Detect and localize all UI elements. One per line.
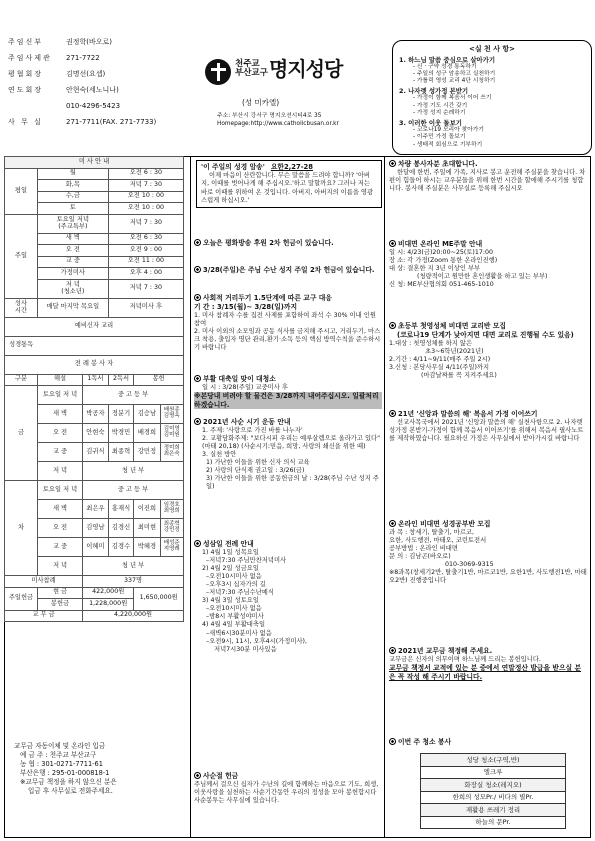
notice-item (389, 738, 587, 747)
notice-title: 부활 대축일 맞이 대청소 (203, 375, 276, 383)
sunday-label: 주일 (5, 214, 38, 298)
day: 수,금 (37, 191, 108, 203)
notice-line: (마감날짜를 꼭 지켜주세요) (421, 371, 497, 379)
notice-item (389, 322, 587, 380)
day: 토 (37, 203, 108, 215)
finance-label: 미사참례 (5, 576, 83, 588)
day: 교 중 (37, 256, 108, 268)
practice-item: - 가정 기도 시간 갖기 (413, 102, 468, 109)
finance-value: 1,228,000원 (83, 599, 134, 611)
time: 저녁 7 : 30 (108, 279, 183, 298)
notice-title: 초등부 첫영성체 비대면 교리반 모집 (398, 322, 506, 330)
address-block (217, 113, 339, 129)
col-header: 해설 (37, 374, 82, 386)
finance-label: 주일헌금 (5, 587, 38, 610)
cell: 박경민 (108, 424, 134, 443)
notice-line: 교무금 책정서 교적에 있는 분 중에서 연말정산 발급을 받으실 분은 꼭 작성 해 주시기 바랍니다. (389, 664, 582, 681)
notice-line: 2.기간 : 4/11~9/11(매주 주일 2시) (389, 355, 491, 363)
week-label: 차 (5, 481, 38, 576)
notice-line: –저녁7:30 주님수난예식 (206, 589, 274, 597)
notice-title: 사회적 거리두기 1.5단계에 따른 교구 대응 (203, 294, 332, 302)
week-label: 금 (5, 386, 38, 481)
cell: 오 전 (37, 519, 82, 538)
cell: 교 중 (37, 443, 82, 462)
cell: 이혜미 (83, 538, 109, 557)
cell: 교 중 (37, 538, 82, 557)
time: 오전 6 : 30 (108, 168, 183, 180)
notice-line: (청량적이고 원만한 혼인생활을 하고 있는 부부) (417, 273, 548, 281)
day: 새 벽 (37, 233, 108, 245)
cell: 김경수 (108, 538, 134, 557)
notice-line: 대 상: 결혼한 지 3년 이상인 부부 (389, 265, 481, 273)
notice-item (194, 772, 382, 805)
practice-item: - 가톨릭 영성 교리 4단 시청하기 (413, 78, 496, 85)
weekday-label: 평일 (5, 168, 38, 214)
bank-line: ※교무금 책정을 하지 않으신 분은 (20, 778, 117, 787)
value: 안현숙(세노니나) (66, 85, 119, 94)
notice-line: –오전10시미사 없음 (206, 605, 262, 613)
notice-title: 사순절 헌금 (203, 772, 239, 780)
cell: 저 녁 (37, 557, 82, 576)
notice-line: 2) 4월 2일 성금요일 (202, 565, 259, 573)
notice-line: 공부방법 : 온라인 비대면 (389, 545, 458, 553)
practice-item: - 가정 성지 순례하기 (413, 109, 466, 116)
time: 오전 9 : 00 (108, 245, 183, 257)
notice-line: 기 간 : 3/15(월)~ 3/28(일)까지 (194, 303, 298, 312)
bullet-icon (389, 240, 396, 247)
bullet-icon (389, 160, 396, 167)
notice-line: 과 목 : 창세기, 탈출기, 마르코, (389, 529, 475, 537)
bullet-icon (389, 738, 396, 745)
notice-line: –오전9시, 11시, 오후4시(가정미사), (206, 637, 308, 645)
practice-heading: 2. 나자렛 성가정 본받기 (399, 87, 469, 96)
bank-line: 예 금 주 : 천주교 부산교구 (20, 751, 97, 760)
cell: 홍재식 (108, 500, 134, 519)
address: 주소: 부산시 강서구 명지오션시티4로 35 (217, 113, 322, 119)
notice-title: 2021년 교무금 책정해 주세요. (398, 647, 493, 655)
finance-value: 337명 (83, 576, 184, 588)
cell: 오 전 (37, 424, 82, 443)
cell: 이진희 (134, 500, 160, 519)
notice-item (389, 647, 587, 681)
notice-line: 4) 4월 4일 부활대축일 (202, 621, 266, 629)
notice-title: 온라인 비대면 성경공부반 모집 (398, 520, 491, 528)
notice-title: 오늘은 평화방송 후원 2차 헌금이 있습니다. (203, 239, 334, 247)
practice-item: - 주일의 성구 암송하고 실천하기 (413, 70, 496, 77)
notice-title: 성삼일 전례 안내 (203, 540, 254, 548)
finance-value: 4,220,000원 (83, 610, 184, 622)
day: 저 녁 (청소년) (37, 279, 108, 298)
cell: 정미희 최은숙 (160, 443, 183, 462)
notice-line: 3) 가난한 이들을 위한 공동헌금의 날 : 3/28(주님 수난 성지 주일) (206, 475, 379, 491)
notice-line: 3.신청 : 본당사무실 4/11(주일)까지 (389, 363, 490, 371)
bank-line: 입금 후 사무실로 전화주세요. (28, 787, 113, 796)
col-header: 2독서 (108, 374, 134, 386)
cell: 강민정 (134, 443, 160, 462)
cell: 배성준 지영례 (160, 538, 183, 557)
cell: 김경신 (108, 519, 134, 538)
notice-line: 주님께서 걸으신 십자가 수난의 길에 함께하는 마음으로 기도, 희생, 이웃사랑을 실천하는 사순기간동안 우리의 정성을 모아 봉헌합시다 사순봉투는 사무실에 있습니다. (194, 781, 379, 805)
value: 271-7711(FAX. 271-7733) (66, 117, 157, 126)
day: 가정미사 (37, 268, 108, 280)
notice-item (194, 418, 382, 491)
notice-item (389, 160, 587, 193)
finance-label: 현 금 (37, 587, 82, 599)
notice-line: 한달에 한번, 주일에 가족, 지사로 봉고 운전해 주실분을 찾습니다. 차편이 힘들어 하시는 교우분들을 위해 한번 시간을 할애해 주시기를 청합니다. 봉사해 주실분은 사무실로 등록해 주십시오 (389, 169, 586, 193)
bullet-icon (389, 520, 396, 527)
notice-title: 2021년 사순 시기 운동 안내 (203, 418, 291, 426)
notice-line: 저녁7시30분 미사있음 (214, 645, 277, 653)
value: 271-7722 (66, 53, 100, 62)
label: 주임신부 (8, 37, 44, 46)
notice-line: ※본당내 버려야 할 물건은 3/28까지 내어주십시오. 일괄처리하겠습니다. (194, 392, 382, 409)
notice-line: ※8과목(창세기2반, 탈출기1반, 마르코1반, 요한1반, 사도행전1반, 마태오2반) 진행중입니다 (389, 569, 587, 585)
church-name: 명지성당 (269, 57, 343, 81)
duty-cell: 한희의 성모Pr./ 비다의 별Pr. (421, 791, 566, 804)
notice-line: 문 의 : 김남곤(바오로) (389, 553, 451, 561)
practice-item: - 신 · 구약 성경 통독하기 (413, 63, 477, 70)
bullet-icon (194, 772, 201, 779)
mass-title: 미 사 안 내 (5, 157, 184, 169)
practice-item: - 생태적 회심으로 기부하기 (413, 141, 483, 148)
notice-sub: (코로나19 단계가 낮아지면 대면 교리로 진행될 수도 있음) (397, 331, 574, 340)
bullet-icon (389, 322, 396, 329)
time: 저녁 7 : 30 (108, 180, 183, 192)
label: 주임사제관 (8, 53, 52, 62)
scripture-text: 이제 마음이 산란합니다. 무슨 말씀을 드려야 합니까? '아버지, 이때를 벗어나게 해 주십시오.'하고 말할까요? 그러나 저는 바로 이때를 위하여 온 것입니다. 아버지, 아버지의 이름을 영광스럽게 하십시오.' (201, 172, 374, 204)
cell: 배경희 (134, 424, 160, 443)
finance-label: 봉헌금 (37, 599, 82, 611)
notice-line: –밤8시 부활성야미사 (206, 613, 264, 621)
day: 토요일 저녁 (주교특부) (37, 214, 108, 233)
col-header: 봉헌 (134, 374, 184, 386)
staff-info (8, 34, 188, 130)
cell: 임경호 최영희 (160, 500, 183, 519)
notice-line: –저녁7:30 주님만찬저녁미사 (206, 557, 287, 565)
notice-line: 2) 사랑의 단식재 권고일 : 3/26(금) (206, 467, 305, 475)
day: 화,목 (37, 180, 108, 192)
notice-item (194, 294, 382, 352)
time: 오전 10 : 00 (108, 191, 183, 203)
notice-line: 3) 4월 3일 성토요일 (202, 597, 259, 605)
value: 010-4296-5423 (66, 101, 121, 110)
middle-column (190, 156, 385, 838)
practice-item: - 코로나19 모리아 찾아가기 (413, 127, 484, 134)
notice-line: 일 시: 4/23(금)20:00~25(토)17:00 (389, 249, 494, 257)
notice-line: 1. 미사 참례자 수를 집전 사제를 포함하여 좌석 수 30% 이내 인원 참여 (194, 311, 376, 327)
bank-line: 부산은행 : 295-01-000818-1 (20, 769, 110, 778)
notice-item (389, 410, 587, 443)
day: 월 (37, 168, 108, 180)
bullet-icon (389, 647, 396, 654)
finance-label: 교 무 금 (5, 610, 83, 622)
cell: 최종혁 강민정 (160, 519, 183, 538)
notice-line: –오후3시 십자가의 길 (206, 581, 266, 589)
duty-cell: 화장실 청소(레지오) (421, 779, 566, 792)
confession-value: 저녁미사 후 (108, 298, 183, 317)
notice-line: 장 소: 각 가정(Zoom 통한 온라인진행) (389, 257, 498, 265)
practice-heading: 1. 하느님 말씀 중심으로 살아가기 (399, 55, 496, 64)
cell: 청 년 부 (83, 557, 184, 576)
practice-title: <실 천 사 항> (468, 45, 516, 53)
bullet-icon (194, 418, 201, 425)
notice-line: 1.대상 : 첫영성체를 하지 않은 (389, 339, 473, 347)
bullet-icon (194, 266, 201, 273)
finance-value: 422,000원 (83, 587, 134, 599)
cell: 김승남 (134, 405, 160, 424)
cell: 박혜경 (134, 538, 160, 557)
homepage-link[interactable]: Homepage:http://www.catholicbusan.or.kr (217, 120, 339, 127)
notice-item (194, 239, 382, 248)
notice-line: 1) 4월 1일 성목요일 (202, 549, 259, 557)
notice-title: 3/28(주일)은 주님 수난 성지 주일 2차 헌금이 있습니다. (203, 266, 375, 274)
practice-heading: 3. 이러한 이웃 돌보기 (399, 119, 462, 128)
notice-item (194, 375, 382, 409)
cell: 정분기 (108, 405, 134, 424)
practice-box (392, 40, 592, 155)
diocese-name: 천주교 부산교구 (235, 59, 268, 79)
notice-item (389, 520, 587, 585)
notice-line: –새벽6시30분미사 없음 (206, 629, 272, 637)
cell: 김귀식 (83, 443, 109, 462)
notice-title: 차량 봉사자분 초대합니다. (398, 160, 478, 168)
notice-line: 1) 가난한 이들을 위한 신자 의식 교육 (206, 459, 310, 467)
bullet-icon (194, 375, 201, 382)
cell: 김미영 김미원 (160, 424, 183, 443)
time: 오전 10 : 00 (108, 203, 183, 215)
bullet-icon (194, 239, 201, 246)
confession-label: 성사 시간 (5, 298, 38, 317)
time: 저녁 7 : 30 (108, 214, 183, 233)
bank-info (14, 742, 117, 797)
practice-item: - 가정이 함께 복음서 이어 쓰기 (413, 95, 492, 102)
bullet-icon (389, 410, 396, 417)
bullet-icon (194, 540, 201, 547)
value: 김명선(요셉) (66, 69, 106, 78)
day: 오 전 (37, 245, 108, 257)
scripture-ref: 요한2,27-28 (270, 163, 313, 171)
notice-line: 3. 실천 방안 (202, 451, 237, 459)
cell: 토요일 저 녁 (37, 386, 82, 405)
cell: 새 벽 (37, 500, 82, 519)
cell: 중 고 등 부 (83, 386, 184, 405)
duty-cell: 엘크루 (421, 766, 566, 779)
notice-title: 이번 주 청소 봉사 (398, 738, 452, 746)
duty-cell: 성당 청소(구역,반) (421, 754, 566, 767)
finance-total: 1,650,000원 (134, 587, 184, 610)
patron-saint: (성 미카엘) (242, 98, 280, 107)
cleaning-duty-table (420, 753, 566, 829)
col-header: 1독서 (83, 374, 109, 386)
cell: 박공자 (83, 405, 109, 424)
duty-cell: 하늘의 문Pr. (421, 816, 566, 829)
notice-line: 2. 교황담화주제: "보다시피 우리는 예루살렘으로 올라가고 있다"(마태 20,18) (사순시기:믿음, 희망, 사랑의 쇄신을 위한 때) (202, 435, 381, 451)
bank-line: 교무금 자동이체 및 온라인 입금 (14, 742, 106, 750)
notice-line: 초3~6학년(2021년) (425, 347, 484, 355)
notice-item (389, 240, 587, 289)
notice-line: 1. 주제: '사랑으로 가진 바를 나누자' (202, 427, 303, 435)
notice-line: 교무금은 신자의 의무이며 하느님께 드리는 봉헌입니다. (389, 656, 541, 664)
notice-title: 21년 '신앙과 말씀의 해' 복음서 가정 이어쓰기 (398, 410, 538, 418)
servers-title: 전 례 봉 사 자 (5, 355, 184, 374)
cell: 안현숙 (83, 424, 109, 443)
notice-item (194, 266, 382, 275)
scripture-title: '이 주일의 성경 암송' (201, 163, 265, 171)
cell: 저 녁 (37, 462, 82, 481)
cell: 배원종 김명옥 (160, 405, 183, 424)
schedule-table (4, 156, 184, 622)
church-logo (203, 55, 388, 93)
label: 평협회장 (8, 69, 44, 78)
notice-item (194, 540, 382, 654)
notice-line: 요한, 사도행전, 마태오, 코린토전서 (389, 537, 487, 545)
duty-cell: 재활용 쓰레기 정리 (421, 804, 566, 817)
time: 오전 11 : 00 (108, 256, 183, 268)
cell: 새 벽 (37, 405, 82, 424)
time: 오전 6 : 30 (108, 233, 183, 245)
cell: 중 고 등 부 (83, 481, 184, 500)
bullet-icon (194, 294, 201, 301)
cell: 김영남 (83, 519, 109, 538)
confession-time: 매달 마지막 목요일 (37, 298, 108, 317)
value: 권정학(바오로) (66, 37, 113, 46)
label: 연도회장 (8, 85, 44, 94)
notice-title: 비대면 온라인 ME주말 안내 (398, 240, 483, 248)
catechism-row: 예비신자 교리 (5, 317, 184, 336)
cell: 토요일 저 녁 (37, 481, 82, 500)
label: 사 무 실 (8, 117, 43, 126)
notice-line: –오전10시미사 없음 (206, 573, 262, 581)
notice-line: 2. 미사 이외의 소모임과 공동 식사를 금지해 주시고, 거리두기, 마스크 착용, 출입자 명단 관리,환기·소독 등의 핵심 방역수칙을 준수하시기 바랍니다 (194, 327, 381, 351)
cell: 최종혁 (108, 443, 134, 462)
notice-line: 선교사목국에서 2021년 '신앙과 말씀의 해' 실천사항으로 2. 나자렛 성가정 본받기-가정이 함께 복음서 이어쓰기'를 위해서 복음서 필사노트를 제작하였습니다. 필요하신 가정은 사무실에서 받아가시길 바랍니다 (389, 419, 584, 443)
notice-line: 010-3069-9315 (445, 561, 494, 569)
col-header: 구분 (5, 374, 38, 386)
notice-line: 신 청: ME부산협의회 051-465-1010 (389, 281, 494, 289)
practice-item: - 이주민 가정 돌보기 (413, 134, 466, 141)
bank-line: 농 협 : 301-0271-7711-61 (20, 760, 103, 769)
cell: 최미현 (134, 519, 160, 538)
bible-row: 성경통독 (5, 336, 184, 355)
scripture-box (196, 160, 382, 208)
notice-line: 일 시 : 3/28(주일) 교중미사 후 (202, 384, 288, 392)
time: 오후 4 : 00 (108, 268, 183, 280)
cross-icon (205, 59, 231, 85)
cell: 청 년 부 (83, 462, 184, 481)
cell: 최은우 (83, 500, 109, 519)
